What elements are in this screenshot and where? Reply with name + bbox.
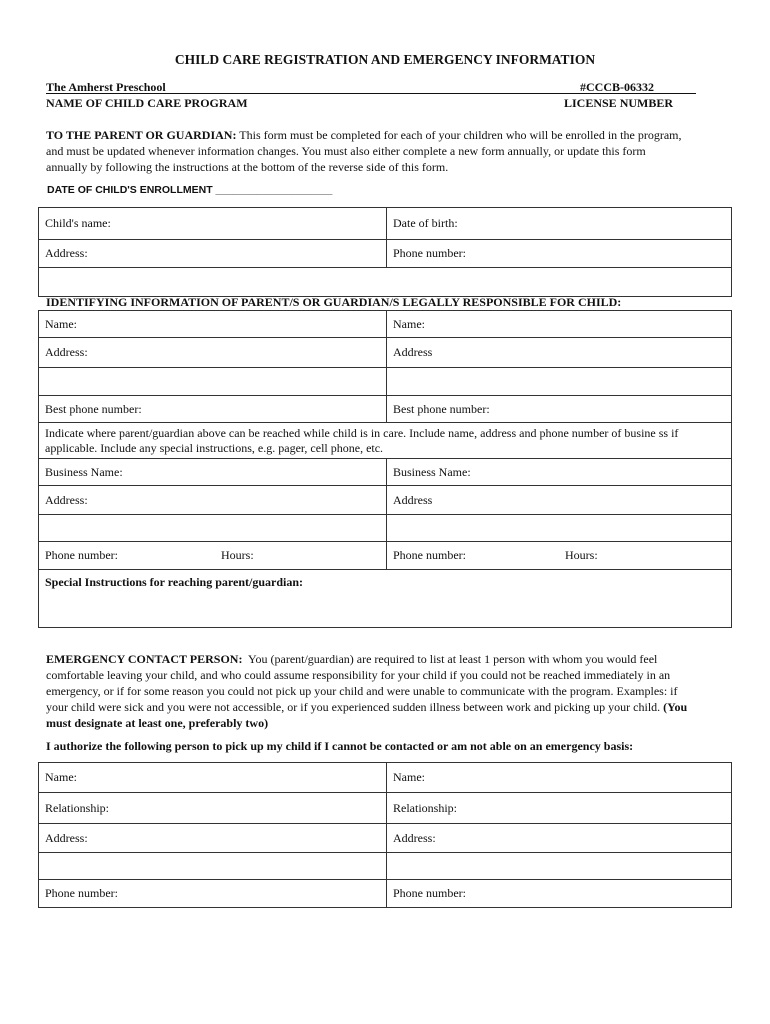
emergency-line-3: emergency, or if for some reason you could not pick up your child and were unable to communicate with the program. Examples: if	[46, 684, 678, 698]
intro-lead: TO THE PARENT OR GUARDIAN:	[46, 128, 237, 142]
parent2-hours-label: Hours:	[565, 548, 598, 562]
emergency-line-4-bold: (You	[663, 700, 688, 714]
emergency-line-1: You (parent/guardian) are required to list at least 1 person with whom you would feel	[248, 652, 658, 666]
parent1-business-phone-field[interactable]	[39, 542, 387, 570]
license-number: #CCCB-06332	[580, 80, 654, 94]
contact1-name-label: Name:	[45, 770, 77, 784]
parent2-business-phone-field[interactable]	[387, 542, 732, 570]
parent2-name-field[interactable]	[387, 311, 732, 338]
authorize-statement: I authorize the following person to pick up my child if I cannot be contacted or am not able on an emergency basis:	[46, 739, 634, 753]
parent2-business-phone-label: Phone number:	[393, 548, 466, 562]
parent1-business-label: Business Name:	[45, 464, 123, 479]
contact1-phone-field[interactable]	[39, 880, 387, 908]
parent1-business-phone-label: Phone number:	[45, 548, 118, 562]
child-phone-label: Phone number:	[393, 246, 466, 260]
contact1-address-field[interactable]	[39, 824, 387, 853]
parent1-name-field[interactable]	[39, 311, 387, 338]
contact2-relationship-label: Relationship:	[393, 800, 457, 815]
parent2-name-label: Name:	[393, 316, 425, 331]
parent1-business-address-field[interactable]	[39, 486, 387, 515]
contact1-name-field[interactable]	[39, 763, 387, 793]
child-name-label: Child's name:	[45, 216, 111, 230]
intro-paragraph	[46, 127, 736, 175]
parent1-address-extra-field[interactable]	[39, 368, 387, 396]
parent2-phone-field[interactable]	[387, 396, 732, 423]
parent2-business-address-extra-field[interactable]	[387, 515, 732, 542]
parent1-business-field[interactable]	[39, 459, 387, 486]
parent1-business-address-label: Address:	[45, 492, 88, 507]
child-dob-label: Date of birth:	[393, 216, 458, 230]
contact2-phone-label: Phone number:	[393, 886, 466, 900]
contact1-relationship-label: Relationship:	[45, 800, 109, 815]
reach-instructions-line-2: applicable. Include any special instructions, e.g. pager, cell phone, etc.	[45, 440, 384, 455]
contact2-name-field[interactable]	[387, 763, 732, 793]
parent1-address-label: Address:	[45, 345, 88, 359]
contact1-address-label: Address:	[45, 830, 88, 845]
parent2-address-field[interactable]	[387, 338, 732, 368]
parent1-name-label: Name:	[45, 316, 77, 331]
parent2-address-label: Address	[393, 345, 433, 359]
program-label: NAME OF CHILD CARE PROGRAM	[46, 96, 248, 110]
child-phone-field[interactable]	[387, 240, 732, 268]
intro-line-2: and must be updated whenever information changes. You must also either complete a new form annually, or update this form	[46, 144, 646, 158]
parent2-phone-label: Best phone number:	[393, 401, 490, 416]
child-address-field[interactable]	[39, 240, 387, 268]
reach-instructions-line-1: Indicate where parent/guardian above can be reached while child is in care. Include name, address and phone number of busine ss if	[45, 425, 679, 440]
parent1-business-address-extra-field[interactable]	[39, 515, 387, 542]
emergency-paragraph	[46, 651, 736, 731]
parent1-phone-label: Best phone number:	[45, 401, 142, 416]
contact2-relationship-field[interactable]	[387, 793, 732, 824]
parent2-address-extra-field[interactable]	[387, 368, 732, 396]
special-instructions-label: Special Instructions for reaching parent/guardian:	[45, 575, 304, 589]
child-name-field[interactable]	[39, 208, 387, 240]
intro-line-3: annually by following the instructions at the bottom of the reverse side of this form.	[46, 160, 449, 174]
contact1-relationship-field[interactable]	[39, 793, 387, 824]
parent1-address-field[interactable]	[39, 338, 387, 368]
parents-heading: IDENTIFYING INFORMATION OF PARENT/S OR GUARDIAN/S LEGALLY RESPONSIBLE FOR CHILD:	[46, 295, 622, 309]
child-address-extra-field[interactable]	[39, 268, 732, 297]
parent2-business-label: Business Name:	[393, 464, 471, 479]
contact2-address-label: Address:	[393, 830, 436, 845]
program-name: The Amherst Preschool	[46, 80, 166, 94]
intro-line-1: This form must be completed for each of your children who will be enrolled in the program,	[239, 128, 682, 142]
special-instructions-field[interactable]	[39, 570, 732, 628]
program-underline	[46, 93, 696, 94]
parents-table	[38, 310, 732, 628]
child-info-table	[38, 207, 732, 297]
license-label: LICENSE NUMBER	[564, 96, 674, 110]
parent2-business-field[interactable]	[387, 459, 732, 486]
contact1-phone-label: Phone number:	[45, 886, 118, 900]
enrollment-date-field[interactable]: DATE OF CHILD'S ENROLLMENT ____________________	[47, 184, 333, 196]
child-address-label: Address:	[45, 246, 88, 260]
contact2-phone-field[interactable]	[387, 880, 732, 908]
contact2-address-field[interactable]	[387, 824, 732, 853]
contact1-address-extra-field[interactable]	[39, 853, 387, 880]
form-title: CHILD CARE REGISTRATION AND EMERGENCY INFORMATION	[174, 52, 596, 67]
child-dob-field[interactable]	[387, 208, 732, 240]
emergency-lead: EMERGENCY CONTACT PERSON:	[46, 652, 243, 666]
emergency-line-5-bold: must designate at least one, preferably two)	[46, 716, 269, 730]
parent1-hours-label: Hours:	[221, 548, 254, 562]
parent2-business-address-label: Address	[393, 492, 433, 507]
emergency-line-4: your child were sick and you were not accessible, or if you experienced sudden illness between work and picking up your child.	[46, 700, 661, 714]
parent2-business-address-field[interactable]	[387, 486, 732, 515]
contact2-name-label: Name:	[393, 770, 425, 784]
reach-instructions	[39, 423, 732, 459]
parent1-phone-field[interactable]	[39, 396, 387, 423]
emergency-contacts-table	[38, 762, 732, 908]
contact2-address-extra-field[interactable]	[387, 853, 732, 880]
emergency-line-2: comfortable leaving your child, and who could assume responsibility for your child if you could not be reached immediately in an	[46, 668, 671, 682]
